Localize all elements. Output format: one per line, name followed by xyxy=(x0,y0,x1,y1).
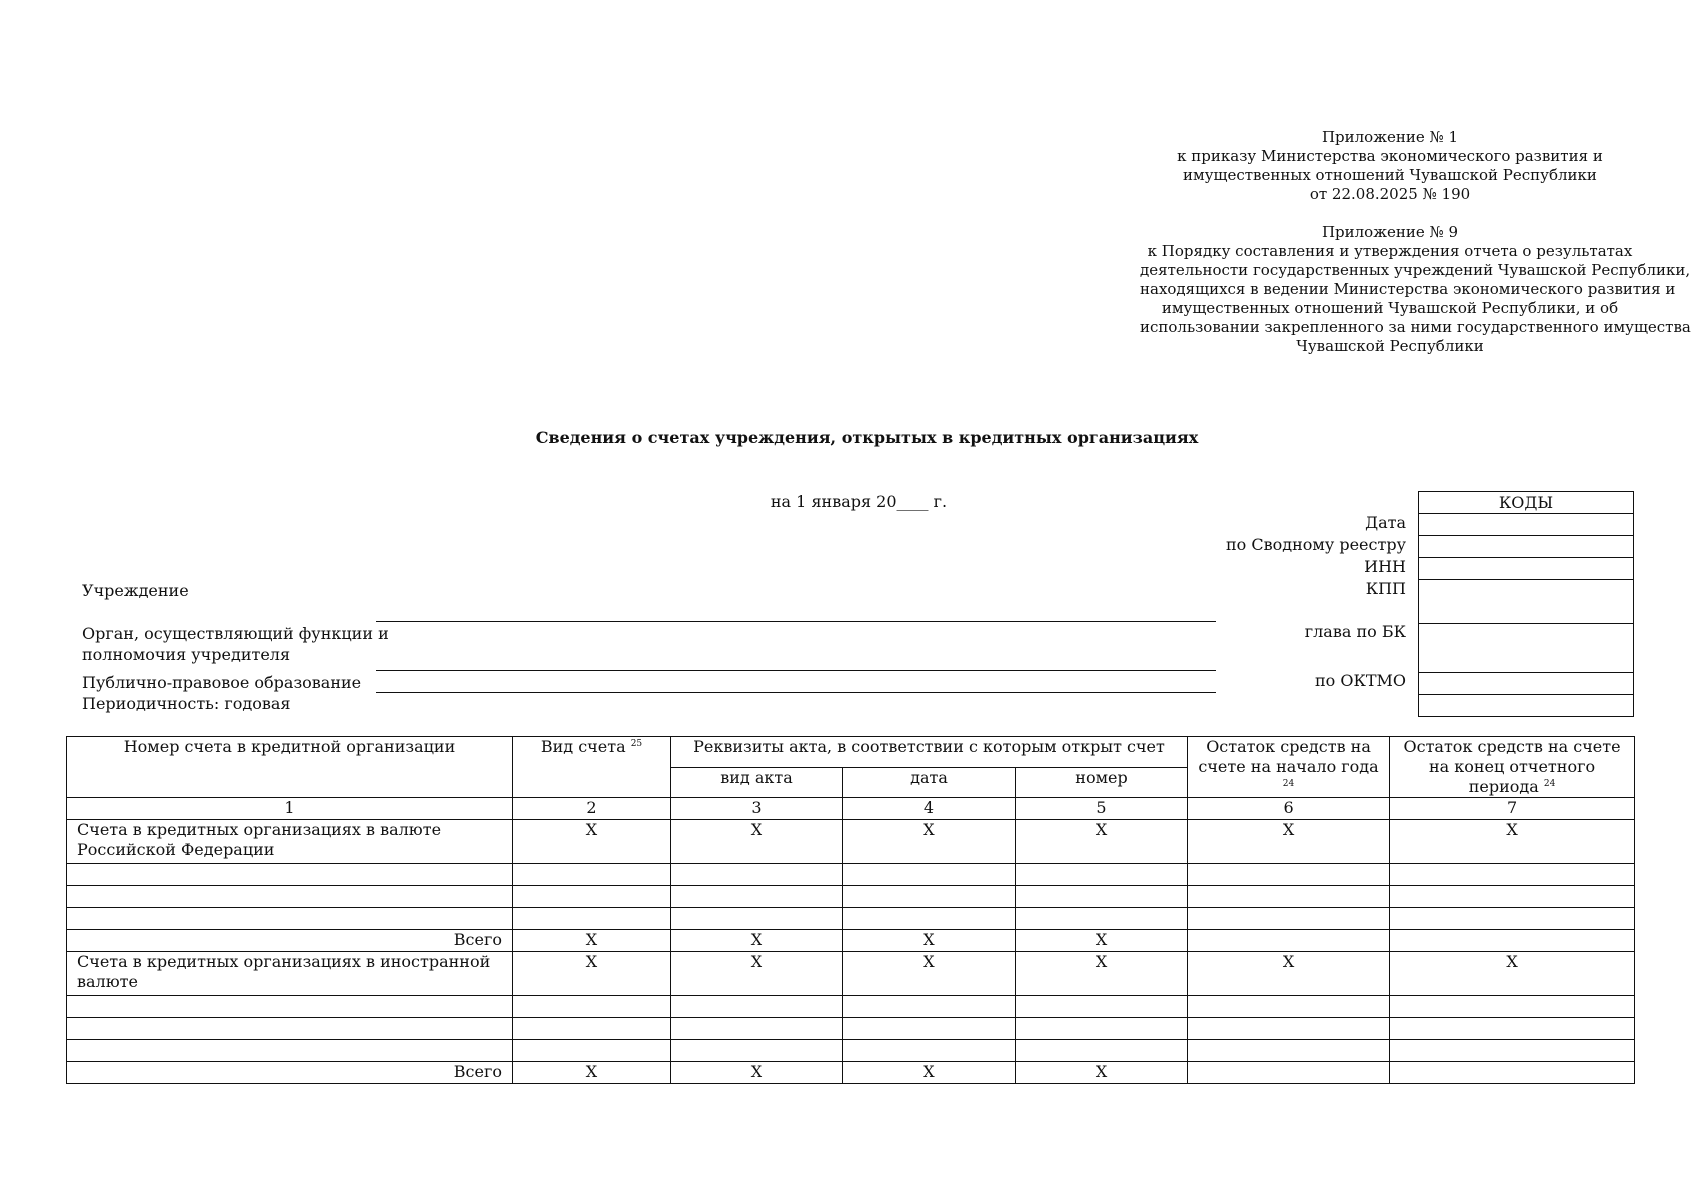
table-cell[interactable] xyxy=(843,886,1016,908)
table-cell[interactable] xyxy=(843,908,1016,930)
table-cell[interactable] xyxy=(67,1018,513,1040)
table-cell[interactable] xyxy=(1188,908,1390,930)
code-cell-oktmo[interactable] xyxy=(1419,673,1634,695)
x-mark: X xyxy=(671,1062,843,1084)
table-cell[interactable] xyxy=(671,908,843,930)
municipality-label: Публично-правовое образование xyxy=(82,673,362,692)
codes-table xyxy=(1418,491,1634,717)
x-mark: X xyxy=(513,930,671,952)
header-account-type: Вид счета $^{25}$ xyxy=(513,737,671,798)
total-row-foreign xyxy=(67,1062,1635,1084)
code-label-kpp: КПП xyxy=(1365,579,1406,598)
table-cell[interactable] xyxy=(67,864,513,886)
appendix-line: деятельности государственных учреждений Чувашской Республики, xyxy=(1140,261,1691,279)
x-mark: X xyxy=(513,1062,671,1084)
table-cell[interactable] xyxy=(1188,996,1390,1018)
table-cell[interactable] xyxy=(1016,908,1188,930)
x-mark: X xyxy=(1188,820,1390,864)
appendix-line: Приложение № 1 xyxy=(1321,128,1459,146)
code-label-registry: по Сводному реестру xyxy=(1225,535,1406,554)
report-date-line: на 1 января 20____ г. xyxy=(770,492,948,511)
header-balance-start: Остаток средств на счете на начало года $^{24}$ xyxy=(1188,737,1390,798)
header-balance-end: Остаток средств на счете на конец отчетного периода $^{24}$ xyxy=(1390,737,1635,798)
x-mark: X xyxy=(843,952,1016,996)
code-label-bk: глава по БК xyxy=(1304,622,1406,641)
table-cell[interactable] xyxy=(843,864,1016,886)
section-row-foreign xyxy=(67,952,1635,996)
table-cell[interactable] xyxy=(1188,1062,1390,1084)
municipality-fill-line[interactable] xyxy=(376,692,1216,693)
appendix-line: к Порядку составления и утверждения отчета о результатах xyxy=(1147,242,1633,260)
section-row-rub xyxy=(67,820,1635,864)
founder-label-line1: Орган, осуществляющий функции и xyxy=(82,624,389,643)
table-cell[interactable] xyxy=(843,996,1016,1018)
column-number: 2 xyxy=(513,798,671,820)
total-row-rub xyxy=(67,930,1635,952)
column-number: 7 xyxy=(1390,798,1635,820)
institution-fill-line[interactable] xyxy=(376,621,1216,622)
section-title-rub: Счета в кредитных организациях в валюте Российской Федерации xyxy=(67,820,513,864)
total-label: Всего xyxy=(67,1062,513,1084)
table-row xyxy=(67,908,1635,930)
table-cell[interactable] xyxy=(1188,1040,1390,1062)
table-cell[interactable] xyxy=(1390,1040,1635,1062)
x-mark: X xyxy=(513,820,671,864)
table-cell[interactable] xyxy=(671,996,843,1018)
column-number: 6 xyxy=(1188,798,1390,820)
appendix-line: Приложение № 9 xyxy=(1321,223,1459,241)
appendix-line: имущественных отношений Чувашской Республики, и об xyxy=(1161,299,1619,317)
x-mark: X xyxy=(1390,952,1635,996)
x-mark: X xyxy=(843,1062,1016,1084)
table-row xyxy=(67,1018,1635,1040)
table-cell[interactable] xyxy=(843,1018,1016,1040)
table-cell[interactable] xyxy=(1188,930,1390,952)
table-cell[interactable] xyxy=(1016,886,1188,908)
appendix-line: к приказу Министерства экономического развития и xyxy=(1177,147,1603,165)
table-cell[interactable] xyxy=(1390,908,1635,930)
column-numbers-row xyxy=(67,798,1635,820)
x-mark: X xyxy=(1016,1062,1188,1084)
table-cell[interactable] xyxy=(1390,886,1635,908)
table-row xyxy=(67,886,1635,908)
table-cell[interactable] xyxy=(513,908,671,930)
table-row xyxy=(67,1040,1635,1062)
x-mark: X xyxy=(671,952,843,996)
table-cell[interactable] xyxy=(513,1040,671,1062)
section-title-foreign: Счета в кредитных организациях в иностранной валюте xyxy=(67,952,513,996)
table-cell[interactable] xyxy=(513,886,671,908)
appendix-header xyxy=(1140,128,1691,356)
accounts-table xyxy=(66,736,1635,1084)
appendix-line: от 22.08.2025 № 190 xyxy=(1309,185,1471,203)
codes-header: КОДЫ xyxy=(1419,492,1634,514)
table-cell[interactable] xyxy=(67,996,513,1018)
x-mark: X xyxy=(843,820,1016,864)
table-cell[interactable] xyxy=(1390,996,1635,1018)
code-cell-registry[interactable] xyxy=(1419,536,1634,558)
table-cell[interactable] xyxy=(67,886,513,908)
x-mark: X xyxy=(1016,820,1188,864)
table-cell[interactable] xyxy=(513,864,671,886)
header-act-number: номер xyxy=(1016,767,1188,798)
table-cell[interactable] xyxy=(1188,1018,1390,1040)
x-mark: X xyxy=(1390,820,1635,864)
table-cell[interactable] xyxy=(1016,1018,1188,1040)
column-number: 5 xyxy=(1016,798,1188,820)
table-cell[interactable] xyxy=(671,1040,843,1062)
table-cell[interactable] xyxy=(513,1018,671,1040)
header-account-number: Номер счета в кредитной организации xyxy=(67,737,513,798)
table-cell[interactable] xyxy=(1016,996,1188,1018)
table-cell[interactable] xyxy=(513,996,671,1018)
code-cell-kpp[interactable] xyxy=(1419,580,1634,624)
column-number: 1 xyxy=(67,798,513,820)
x-mark: X xyxy=(513,952,671,996)
code-cell-bk[interactable] xyxy=(1419,624,1634,673)
x-mark: X xyxy=(1016,952,1188,996)
appendix-line: использовании закрепленного за ними государственного имущества xyxy=(1140,318,1691,336)
table-row xyxy=(67,996,1635,1018)
table-cell[interactable] xyxy=(1188,886,1390,908)
table-cell[interactable] xyxy=(1390,930,1635,952)
code-cell-extra[interactable] xyxy=(1419,695,1634,717)
header-act-type: вид акта xyxy=(671,767,843,798)
appendix-line: находящихся в ведении Министерства экономического развития и xyxy=(1140,280,1676,298)
document-title: Сведения о счетах учреждения, открытых в кредитных организациях xyxy=(535,428,1199,447)
footnote-ref: 25 xyxy=(630,739,643,749)
header-act-requisites: Реквизиты акта, в соответствии с которым открыт счет xyxy=(671,737,1188,768)
code-label-oktmo: по ОКТМО xyxy=(1314,671,1406,690)
table-cell[interactable] xyxy=(67,1040,513,1062)
appendix-line: Чувашской Республики xyxy=(1296,337,1484,355)
code-label-date: Дата xyxy=(1365,513,1406,532)
table-cell[interactable] xyxy=(1188,864,1390,886)
appendix-spacer xyxy=(1140,204,1640,223)
table-cell[interactable] xyxy=(671,886,843,908)
institution-label: Учреждение xyxy=(82,581,189,600)
footnote-ref: 24 xyxy=(1282,779,1295,789)
x-mark: X xyxy=(671,930,843,952)
code-cell-date[interactable] xyxy=(1419,514,1634,536)
column-number: 4 xyxy=(843,798,1016,820)
code-cell-inn[interactable] xyxy=(1419,558,1634,580)
total-label: Всего xyxy=(67,930,513,952)
founder-fill-line[interactable] xyxy=(376,670,1216,671)
table-cell[interactable] xyxy=(1016,1040,1188,1062)
table-cell[interactable] xyxy=(67,908,513,930)
periodicity-label: Периодичность: годовая xyxy=(82,694,291,713)
founder-label-line2: полномочия учредителя xyxy=(82,645,291,664)
column-number: 3 xyxy=(671,798,843,820)
code-label-inn: ИНН xyxy=(1364,557,1406,576)
table-cell[interactable] xyxy=(1390,1018,1635,1040)
table-row xyxy=(67,864,1635,886)
table-cell[interactable] xyxy=(1390,1062,1635,1084)
table-cell[interactable] xyxy=(843,1040,1016,1062)
header-act-date: дата xyxy=(843,767,1016,798)
footnote-ref: 24 xyxy=(1543,779,1556,789)
appendix-line: имущественных отношений Чувашской Республики xyxy=(1183,166,1597,184)
x-mark: X xyxy=(1016,930,1188,952)
x-mark: X xyxy=(671,820,843,864)
table-cell[interactable] xyxy=(1390,864,1635,886)
x-mark: X xyxy=(843,930,1016,952)
table-cell[interactable] xyxy=(671,864,843,886)
table-cell[interactable] xyxy=(671,1018,843,1040)
table-cell[interactable] xyxy=(1016,864,1188,886)
x-mark: X xyxy=(1188,952,1390,996)
